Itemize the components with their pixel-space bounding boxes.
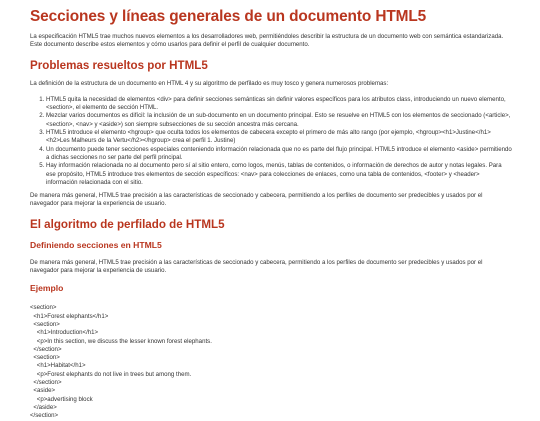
outline-heading: El algoritmo de perfilado de HTML5 xyxy=(30,217,225,231)
problems-summary: De manera más general, HTML5 trae precisión a las características de seccionado y cabecera, permitiendo a los perfiles de documento ser predecibles y usados por el navegador para mejorar la experiencia de usuario. xyxy=(30,192,483,208)
intro-paragraph: La especificación HTML5 trae muchos nuevos elementos a los desarrolladores web, permitiéndoles describir la estructura de un documento web con semántica estandarizada. Este documento describe estos elementos y cómo usarlos para definir el perfil de cualquier documento. xyxy=(30,33,504,49)
list-item: 4. Un documento puede tener secciones especiales conteniendo información relacionada que no es parte del flujo principal. HTML5 introduce el elemento <aside> permitiendo a dichas secciones no ser parte del perfil principal. xyxy=(46,146,512,163)
list-item: 3. HTML5 introduce el elemento <hgroup> que oculta todos los elementos de cabecera excepto el primero de más alto rango (por ejemplo, <hgroup><h1>Justine</h1><h2>Les Malheurs de la Vertu</h2></hgroup> crea el perfil 1. Justine) xyxy=(46,129,512,146)
problems-list xyxy=(30,96,512,187)
list-item: 2. Mezclar varios documentos es difícil: la inclusión de un sub-documento en un documento principal. Esto se resuelve en HTML5 con los elementos de seccionado (<article>, <section>, <nav> y <aside>) son siempre subsecciones de su sección ancestra más cercana. xyxy=(46,112,512,129)
list-item: 1. HTML5 quita la necesidad de elementos <div> para definir secciones semánticas sin definir valores específicos para los atributos class, introduciendo un nuevo elemento, <section>, el elemento de sección HTML. xyxy=(46,96,512,113)
list-item: 5. Hay información relacionada no al documento pero sí al sitio entero, como logos, menús, tablas de contenidos, o información de derechos de autor y notas legales. Para ese propósito, HTML5 introduce tres elementos de sección específicos: <nav> para colecciones de enlaces, como una tabla de contenidos, <footer> y <header> información relacionada con el sitio. xyxy=(46,162,512,187)
example-heading: Ejemplo xyxy=(30,283,64,294)
sections-subheading: Definiendo secciones en HTML5 xyxy=(30,239,162,250)
code-example: <section> <h1>Forest elephants</h1> <section> <h1>Introduction</h1> <p>In this section, we discuss the lesser known forest elephants. </section> <section> <h1>Habitat</h1> <p>Forest elephants do not live in trees but among them. </section> <aside> <p>advertising block </aside> </section> xyxy=(30,304,212,420)
problems-heading: Problemas resueltos por HTML5 xyxy=(30,58,208,72)
page-title: Secciones y líneas generales de un documento HTML5 xyxy=(30,8,427,25)
problems-lead: La definición de la estructura de un documento en HTML 4 y su algoritmo de perfilado es muy tosco y genera numerosos problemas: xyxy=(30,79,389,87)
outline-summary: De manera más general, HTML5 trae precisión a las características de seccionado y cabecera, permitiendo a los perfiles de documento ser predecibles y usados por el navegador para mejorar la experiencia de usuario. xyxy=(30,258,483,275)
